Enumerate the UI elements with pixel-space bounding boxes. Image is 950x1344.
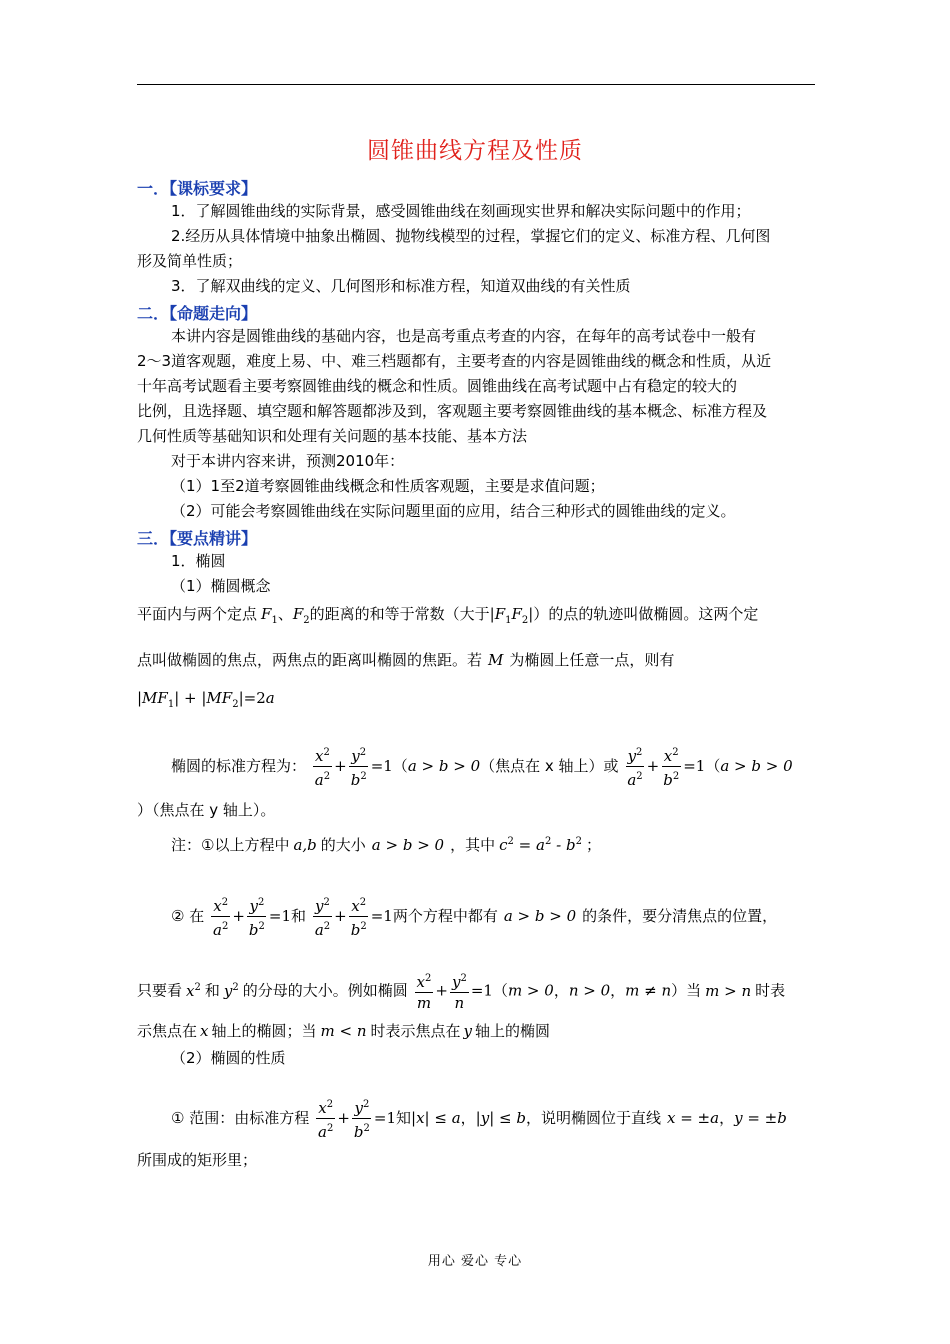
section-heading-1: 一．【课标要求】 bbox=[137, 179, 258, 198]
page-title: 圆锥曲线方程及性质 bbox=[367, 138, 583, 164]
trend-line-1: 本讲内容是圆锥曲线的基础内容，也是高考重点考查的内容，在每年的高考试卷中一般有 bbox=[171, 327, 757, 345]
section-heading-3: 三．【要点精讲】 bbox=[137, 529, 258, 548]
requirement-line-1: 1．了解圆锥曲线的实际背景，感受圆锥曲线在刻画现实世界和解决实际问题中的作用； bbox=[171, 202, 751, 220]
range-line-tail: 所围成的矩形里； bbox=[137, 1151, 258, 1169]
page-footer: 用心 爱心 专心 bbox=[427, 1254, 523, 1269]
ellipse-properties-heading: （2）椭圆的性质 bbox=[171, 1049, 286, 1067]
trend-line-7: （1）1至2道考察圆锥曲线概念和性质客观题，主要是求值问题； bbox=[171, 477, 605, 495]
ellipse-concept-heading: （1）椭圆概念 bbox=[171, 577, 271, 595]
note-line-2: ② 在 $\frac{x^2}{a^2}$ + $\frac{y^2}{b^2}$ =1和 $\frac{y^2}{a^2}$ + $\frac{x^2}{b^2}$ =1两个方程中都有 a > b > 0 的条件，要分清焦点的位置， bbox=[171, 894, 777, 939]
section-heading-2: 二．【命题走向】 bbox=[137, 304, 258, 323]
trend-line-5: 几何性质等基础知识和处理有关问题的基本技能、基本方法 bbox=[137, 427, 528, 445]
note-line-1: 注：①以上方程中 a,b 的大小 a > b > 0 ，其中 $c^2 = a^2 - b^2$ ； bbox=[171, 836, 601, 854]
definition-line-1: 平面内与两个定点 $F_1$、$F_2$的距离的和等于常数（大于$|F_1F_2|$）的点的轨迹叫做椭圆。这两个定 bbox=[137, 605, 759, 626]
trend-line-3: 十年高考试题看主要考察圆锥曲线的概念和性质。圆锥曲线在高考试题中占有稳定的较大的 bbox=[137, 377, 738, 395]
trend-line-8: （2）可能会考察圆锥曲线在实际问题里面的应用，结合三种形式的圆锥曲线的定义。 bbox=[171, 502, 736, 520]
ellipse-item: 1．椭圆 bbox=[171, 552, 226, 570]
standard-equation-line: 椭圆的标准方程为： $\frac{x^2}{a^2}$ + $\frac{y^2}{b^2}$ =1（a > b > 0（焦点在 x 轴上）或 $\frac{y^2}{a^2}$ + $\frac{x^2}{b^2}$ =1（a > b > 0 bbox=[171, 744, 793, 789]
standard-equation-tail: ）（焦点在 y 轴上）。 bbox=[137, 801, 276, 819]
note-line-3: 只要看 $x^2$ 和 $y^2$ 的分母的大小。例如椭圆 $\frac{x^2}{m}$ + $\frac{y^2}{n}$ =1（m > 0，n > 0，m ≠ n）当 m > n 时表 bbox=[137, 970, 785, 1012]
trend-line-6: 对于本讲内容来讲，预测2010年： bbox=[171, 452, 405, 470]
requirement-line-3: 形及简单性质； bbox=[137, 252, 243, 270]
definition-line-2: 点叫做椭圆的焦点，两焦点的距离叫椭圆的焦距。若 M 为椭圆上任意一点，则有 bbox=[137, 651, 675, 669]
trend-line-2: 2～3道客观题，难度上易、中、难三档题都有，主要考查的内容是圆锥曲线的概念和性质，从近 bbox=[137, 352, 772, 370]
trend-line-4: 比例，且选择题、填空题和解答题都涉及到，客观题主要考察圆锥曲线的基本概念、标准方程及 bbox=[137, 402, 768, 420]
requirement-line-4: 3．了解双曲线的定义、几何图形和标准方程，知道双曲线的有关性质 bbox=[171, 277, 631, 295]
range-line: ① 范围：由标准方程 $\frac{x^2}{a^2}$ + $\frac{y^2}{b^2}$ =1知|x| ≤ a，|y| ≤ b，说明椭圆位于直线 x = ±a，y = ±b bbox=[171, 1096, 787, 1141]
definition-formula: $|MF_1| + |MF_2|=2a$ bbox=[137, 689, 275, 710]
header-rule bbox=[137, 84, 815, 85]
note-line-4: 示焦点在 x 轴上的椭圆；当 m < n 时表示焦点在 y 轴上的椭圆 bbox=[137, 1022, 551, 1040]
requirement-line-2: 2.经历从具体情境中抽象出椭圆、抛物线模型的过程，掌握它们的定义、标准方程、几何图 bbox=[171, 227, 771, 245]
